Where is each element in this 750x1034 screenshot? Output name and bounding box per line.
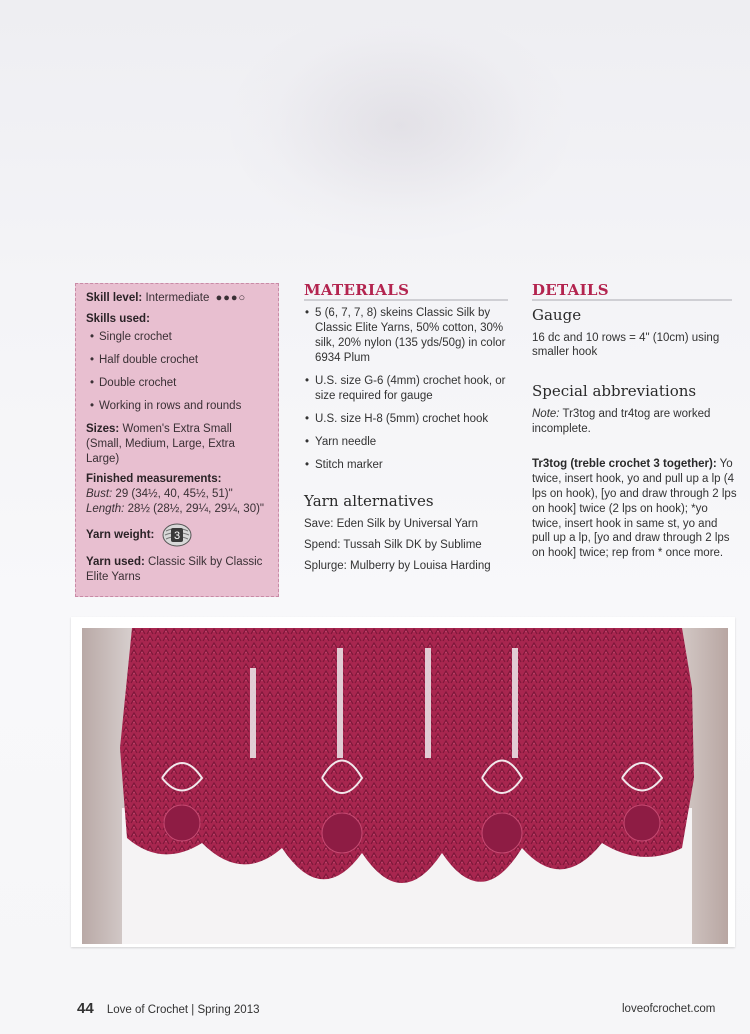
sizes-row (86, 422, 269, 467)
footer-left (77, 1000, 260, 1017)
website-link[interactable]: loveofcrochet.com (622, 1003, 716, 1015)
list-item: • Half double crochet (90, 353, 269, 368)
list-item: • U.S. size H-8 (5mm) crochet hook (304, 412, 509, 427)
details-heading: DETAILS (532, 281, 609, 299)
alt-spend: Spend: Tussah Silk DK by Sublime (304, 538, 482, 551)
list-item: • Yarn needle (304, 435, 509, 450)
abbreviations-heading: Special abbreviations (532, 382, 697, 401)
crochet-skirt-photo (82, 628, 728, 944)
materials-list (304, 306, 509, 472)
list-item: • Working in rows and rounds (90, 399, 269, 414)
yarn-weight-row (86, 523, 269, 547)
skill-level-label: Skill level: (86, 292, 143, 304)
note-label: Note: (532, 407, 560, 420)
bust-row (86, 487, 269, 502)
yarn-used-row (86, 555, 269, 585)
gauge-text: 16 dc and 10 rows = 4" (10cm) using smaller hook (532, 331, 720, 359)
finished-measurements-label: Finished measurements: (86, 473, 222, 486)
skills-list (86, 330, 269, 414)
magazine-name: Love of Crochet (106, 1004, 189, 1016)
tr3tog-text: Yo twice, insert hook, yo and pull up a lp (4 lps on hook), [yo and draw through 2 lps on hook] twice (2 lps on hook); *yo twice, insert hook in same st, yo and pull up a lp, [yo and draw through 2 lps on hook] twice; rep from * once more. (532, 457, 737, 560)
yarn-weight-label: Yarn weight: (86, 528, 155, 541)
skill-level-dots: ●●●○ (215, 292, 247, 304)
gauge-heading: Gauge (532, 306, 582, 324)
issue-name: Spring 2013 (197, 1004, 260, 1016)
sizes-value: Women's Extra Small (Small, Medium, Large, Extra Large) (86, 422, 235, 465)
page-number: 44 (77, 1000, 94, 1017)
length-value: 28½ (28½, 29¼, 29¼, 30)" (127, 503, 265, 516)
details-column (532, 306, 738, 561)
details-divider (532, 299, 732, 301)
yarn-weight-number: 3 (174, 530, 181, 543)
length-row (86, 502, 269, 517)
tr3tog-paragraph (532, 457, 738, 562)
length-label: Length: (86, 503, 125, 516)
list-item: • Stitch marker (304, 458, 509, 473)
skills-used-label: Skills used: (86, 312, 150, 325)
alt-splurge: Splurge: Mulberry by Louisa Harding (304, 559, 491, 572)
bust-value: 29 (34½, 40, 45½, 51)" (115, 488, 233, 501)
materials-heading: MATERIALS (304, 281, 410, 299)
materials-divider (304, 299, 508, 301)
yarn-skein-icon (162, 523, 192, 547)
materials-column (304, 306, 509, 580)
note-paragraph (532, 407, 738, 437)
faded-background-photo (230, 10, 570, 240)
tr3tog-label: Tr3tog (treble crochet 3 together): (532, 457, 717, 470)
yarn-used-value: Classic Silk by Classic Elite Yarns (86, 556, 263, 584)
skill-level-value: Intermediate (145, 292, 210, 304)
list-item: • U.S. size G-6 (4mm) crochet hook, or size required for gauge (304, 374, 509, 404)
list-item: • Double crochet (90, 376, 269, 391)
skill-level-row (86, 291, 269, 306)
pattern-info-sidebar (75, 283, 279, 597)
list-item: • Single crochet (90, 330, 269, 345)
yarn-alternatives-heading: Yarn alternatives (304, 492, 434, 511)
list-item: • 5 (6, 7, 7, 8) skeins Classic Silk by Classic Elite Yarns, 50% cotton, 30% silk, 20% nylon (135 yds/50g) in color 6934 Plum (304, 306, 509, 366)
sizes-label: Sizes: (86, 422, 120, 435)
yarn-used-label: Yarn used: (86, 556, 145, 569)
bust-label: Bust: (86, 488, 113, 501)
note-text: Tr3tog and tr4tog are worked incomplete. (532, 407, 711, 435)
footer-separator: | (191, 1004, 198, 1016)
alt-save: Save: Eden Silk by Universal Yarn (304, 517, 479, 530)
